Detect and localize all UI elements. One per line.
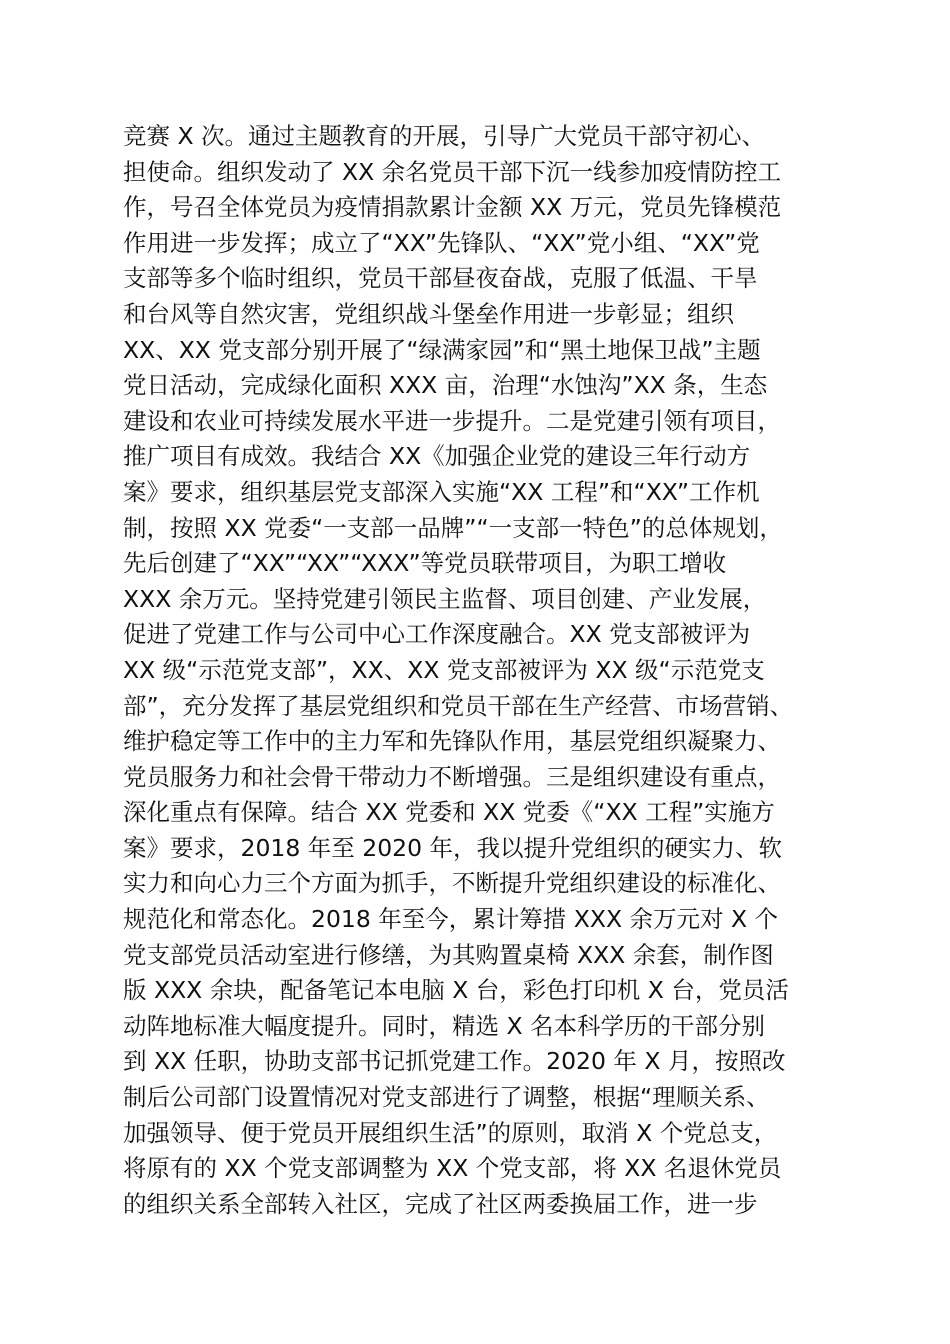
text-line-24: 党支部党员活动室进行修缮，为其购置桌椅 XXX 余套，制作图 [123,940,774,969]
text-line-1: 竞赛 X 次。通过主题教育的开展，引导广大党员干部守初心、 [123,122,766,150]
text-line-10: 推广项目有成效。我结合 XX《加强企业党的建设三年行动方 [123,442,751,471]
text-line-13: 先后创建了“XX”“XX”“XXX”等党员联带项目，为职工增收 [123,549,727,578]
text-line-30: 将原有的 XX 个党支部调整为 XX 个党支部，将 XX 名退休党员 [123,1154,782,1183]
text-line-29: 加强领导、便于党员开展组织生活”的原则，取消 X 个党总支， [123,1118,778,1147]
text-line-31: 的组织关系全部转入社区，完成了社区两委换届工作，进一步 [123,1189,758,1218]
text-line-21: 案》要求，2018 年至 2020 年，我以提升党组织的硬实力、软 [123,833,783,862]
text-line-27: 到 XX 任职，协助支部书记抓党建工作。2020 年 X 月，按照改 [123,1047,786,1076]
text-line-22: 实力和向心力三个方面为抓手，不断提升党组织建设的标准化、 [123,869,781,898]
text-line-25: 版 XXX 余块，配备笔记本电脑 X 台，彩色打印机 X 台，党员活 [123,976,789,1005]
text-line-8: 党日活动，完成绿化面积 XXX 亩，治理“水蚀沟”XX 条，生态 [123,371,768,400]
text-line-12: 制，按照 XX 党委“一支部一品牌”“一支部一特色”的总体规划， [123,513,783,542]
text-line-20: 深化重点有保障。结合 XX 党委和 XX 党委《“XX 工程”实施方 [123,798,775,827]
text-line-14: XXX 余万元。坚持党建引领民主监督、项目创建、产业发展， [123,584,767,613]
text-line-7: XX、XX 党支部分别开展了“绿满家园”和“黑土地保卫战”主题 [123,335,761,364]
text-line-17: 部”，充分发挥了基层党组织和党员干部在生产经营、市场营销、 [123,691,794,720]
text-line-9: 建设和农业可持续发展水平进一步提升。二是党建引领有项目， [123,406,781,435]
text-line-16: XX 级“示范党支部”，XX、XX 党支部被评为 XX 级“示范党支 [123,655,765,684]
text-line-18: 维护稳定等工作中的主力军和先锋队作用，基层党组织凝聚力、 [123,727,781,756]
text-line-5: 支部等多个临时组织，党员干部昼夜奋战，克服了低温、干旱 [123,264,758,293]
text-line-2: 担使命。组织发动了 XX 余名党员干部下沉一线参加疫情防控工 [123,157,782,186]
body-text [123,119,863,1222]
text-line-19: 党员服务力和社会骨干带动力不断增强。三是组织建设有重点， [123,762,781,791]
text-line-15: 促进了党建工作与公司中心工作深度融合。XX 党支部被评为 [123,620,751,649]
text-line-23: 规范化和常态化。2018 年至今，累计筹措 XXX 余万元对 X 个 [123,905,779,934]
text-line-28: 制后公司部门设置情况对党支部进行了调整，根据“理顺关系、 [123,1083,770,1112]
text-line-11: 案》要求，组织基层党支部深入实施“XX 工程”和“XX”工作机 [123,477,760,506]
text-line-26: 动阵地标准大幅度提升。同时，精选 X 名本科学历的干部分别 [123,1011,766,1040]
text-line-6: 和台风等自然灾害，党组织战斗堡垒作用进一步彰显；组织 [123,299,734,328]
text-line-4: 作用进一步发挥；成立了“XX”先锋队、“XX”党小组、“XX”党 [123,228,760,257]
text-line-3: 作，号召全体党员为疫情捐款累计金额 XX 万元，党员先锋模范 [123,193,782,222]
